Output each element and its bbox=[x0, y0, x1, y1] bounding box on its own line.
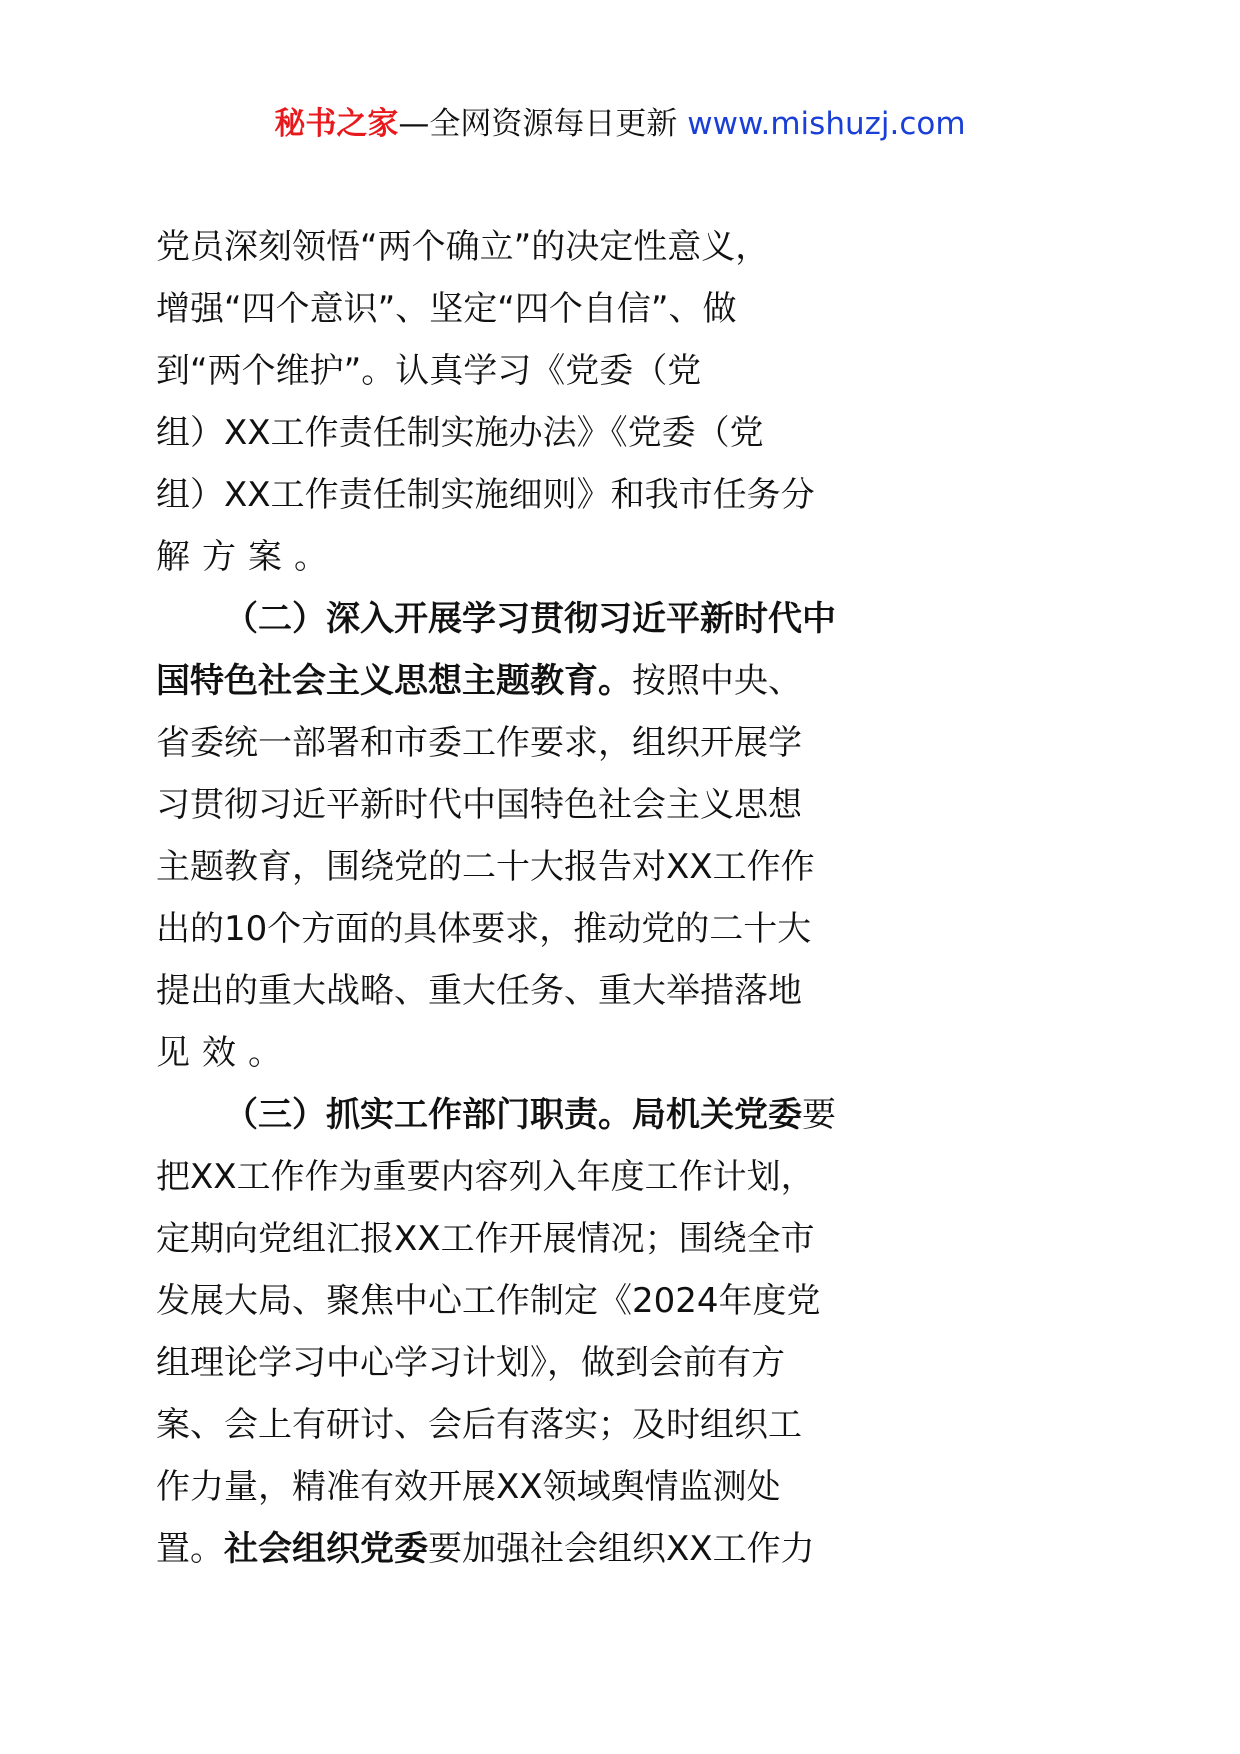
text-run: 组）XX工作责任制实施办法》《党委（党 bbox=[156, 413, 764, 453]
text-line bbox=[156, 774, 1086, 836]
section-heading-2: （二）深入开展学习贯彻习近平新时代中 bbox=[224, 599, 836, 639]
section-heading-line bbox=[156, 1084, 1086, 1146]
text-run: 提出的重大战略、重大任务、重大举措落地 bbox=[156, 971, 802, 1011]
text-line bbox=[156, 712, 1086, 774]
text-run: 组）XX工作责任制实施细则》和我市任务分 bbox=[156, 475, 815, 515]
text-run: 主题教育，围绕党的二十大报告对XX工作作 bbox=[156, 847, 815, 887]
bold-term: 社会组织党委 bbox=[224, 1529, 428, 1569]
text-run: 定期向党组汇报XX工作开展情况；围绕全市 bbox=[156, 1219, 815, 1259]
text-line bbox=[156, 340, 1086, 402]
text-line bbox=[156, 836, 1086, 898]
text-line bbox=[156, 1208, 1086, 1270]
text-line bbox=[156, 1518, 1086, 1580]
site-header bbox=[0, 104, 1240, 144]
text-line bbox=[156, 1146, 1086, 1208]
text-run: 增强“四个意识”、坚定“四个自信”、做 bbox=[156, 289, 737, 329]
text-line bbox=[156, 1332, 1086, 1394]
text-line bbox=[156, 650, 1086, 712]
text-run: 发展大局、聚焦中心工作制定《2024年度党 bbox=[156, 1281, 821, 1321]
text-line bbox=[156, 1022, 1086, 1084]
text-line bbox=[156, 526, 1086, 588]
text-run: 置。 bbox=[156, 1529, 224, 1569]
text-run: 案、会上有研讨、会后有落实；及时组织工 bbox=[156, 1405, 802, 1445]
site-tagline: —全网资源每日更新 bbox=[398, 106, 678, 142]
section-heading-3: （三）抓实工作部门职责。局机关党委 bbox=[224, 1095, 802, 1135]
text-run: 按照中央、 bbox=[632, 661, 802, 701]
section-heading-2-cont: 国特色社会主义思想主题教育。 bbox=[156, 661, 632, 701]
text-run: 党员深刻领悟“两个确立”的决定性意义， bbox=[156, 227, 770, 267]
text-run: 解方案。 bbox=[156, 537, 340, 577]
text-run: 省委统一部署和市委工作要求，组织开展学 bbox=[156, 723, 802, 763]
text-line bbox=[156, 960, 1086, 1022]
text-run: 出的10个方面的具体要求，推动党的二十大 bbox=[156, 909, 812, 949]
text-line bbox=[156, 1456, 1086, 1518]
section-heading-line bbox=[156, 588, 1086, 650]
text-line bbox=[156, 402, 1086, 464]
text-line bbox=[156, 464, 1086, 526]
text-line bbox=[156, 216, 1086, 278]
site-url-link[interactable]: www.mishuzj.com bbox=[687, 106, 966, 142]
text-run: 把XX工作作为重要内容列入年度工作计划， bbox=[156, 1157, 815, 1197]
text-run: 作力量，精准有效开展XX领域舆情监测处 bbox=[156, 1467, 781, 1507]
text-run: 到“两个维护”。认真学习《党委（党 bbox=[156, 351, 702, 391]
text-line bbox=[156, 898, 1086, 960]
text-run: 组理论学习中心学习计划》，做到会前有方 bbox=[156, 1343, 785, 1383]
text-run: 见效。 bbox=[156, 1033, 294, 1073]
text-run: 习贯彻习近平新时代中国特色社会主义思想 bbox=[156, 785, 802, 825]
text-run: 要 bbox=[802, 1095, 836, 1135]
text-run: 要加强社会组织XX工作力 bbox=[428, 1529, 815, 1569]
site-brand: 秘书之家 bbox=[274, 106, 399, 142]
text-line bbox=[156, 1394, 1086, 1456]
text-line bbox=[156, 278, 1086, 340]
text-line bbox=[156, 1270, 1086, 1332]
document-body bbox=[156, 216, 1086, 1580]
